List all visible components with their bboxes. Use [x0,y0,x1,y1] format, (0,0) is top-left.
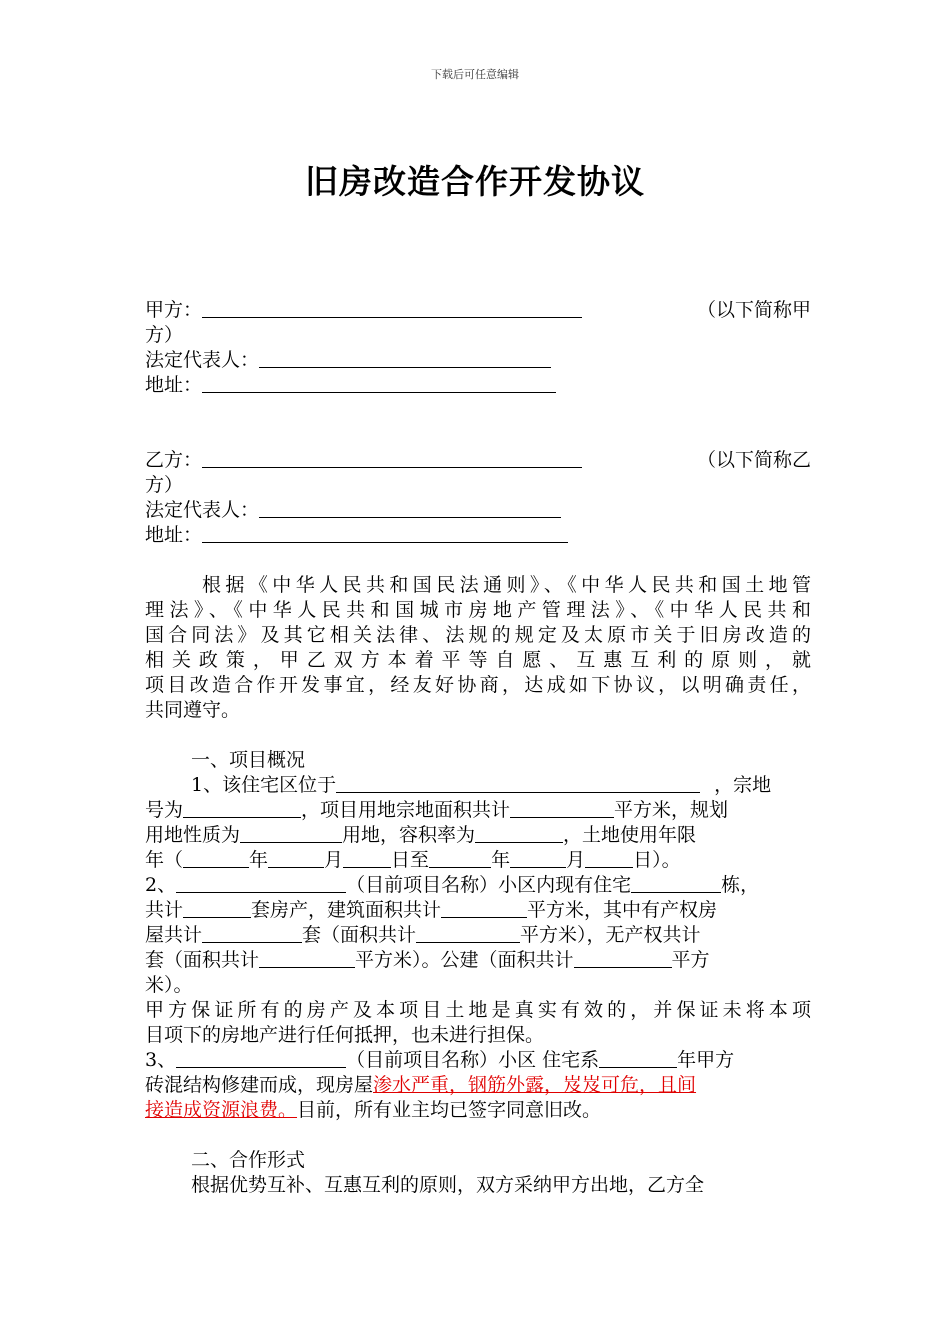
s1-i2-l2a: 共计 [145,899,184,921]
s1-item1-line3 [145,823,811,848]
party-a-rep-blank[interactable] [259,348,551,368]
s1-i1-l3a: 用地性质为 [145,824,241,846]
s1-start-day-blank[interactable] [343,848,391,868]
s1-i1-suffix: ，宗地 [714,774,772,796]
party-b-note-cont: 方） [145,474,184,496]
s1-i3-year-blank[interactable] [599,1048,677,1068]
s1-i2-l2c: 平方米，其中有产权房 [527,899,718,921]
preamble-line-1: 根据《中华人民共和国民法通则》、《中华人民共和国土地管 [202,574,811,596]
s1-i1-l3b: 用地，容积率为 [342,824,476,846]
party-b-rep-line [145,498,811,523]
party-a-note-cont: 方） [145,324,184,346]
preamble-line-3: 国合同法》及其它相关法律、法规的规定及太原市关于旧房改造的 [145,624,811,646]
s1-i1-l3c: ，土地使用年限 [563,824,697,846]
s1-guarantee-line2: 目项下的房地产进行任何抵押，也未进行担保。 [145,1024,545,1046]
s1-far-blank[interactable] [475,823,563,843]
s1-i1-l4b: 年 [249,849,269,871]
party-a-addr-blank[interactable] [202,373,556,393]
s1-i1-l2c: 平方米，规划 [614,799,729,821]
s1-end-day-blank[interactable] [585,848,633,868]
party-a-line [145,298,811,323]
s1-item3-line2 [145,1073,811,1098]
party-a-note: （以下简称甲 [696,299,811,321]
s1-item2-line4 [145,948,811,973]
s1-i2-l3a: 屋共计 [145,924,203,946]
s1-item1-line2 [145,798,811,823]
s1-lot-number-blank[interactable] [183,798,301,818]
s1-i2-l3c: 平方米），无产权共计 [520,924,701,946]
s1-land-use-blank[interactable] [240,823,342,843]
party-a-rep-line [145,348,811,373]
s1-i2-l4b: 平方米）。公建（面积共计 [355,949,574,971]
party-a-rep-label: 法定代表人： [145,349,260,371]
s1-start-month-blank[interactable] [268,848,324,868]
party-b-addr-line [145,523,811,548]
s1-i2-c: 栋， [721,874,760,896]
s1-i1-l4d: 日至 [391,849,430,871]
s1-i1-l2a: 号为 [145,799,184,821]
s1-i2-l2b: 套房产，建筑面积共计 [251,899,442,921]
s1-item2-line3 [145,923,811,948]
party-b-label: 乙方： [145,449,203,471]
s1-i2-l4a: 套（面积共计 [145,949,260,971]
document-body [145,298,811,1198]
s1-i2-project-name-blank[interactable] [176,873,346,893]
party-b-rep-label: 法定代表人： [145,499,260,521]
s1-guarantee-line1: 甲方保证所有的房产及本项目土地是真实有效的，并保证未将本项 [145,999,811,1021]
s1-i2-public-area-blank[interactable] [574,948,672,968]
s1-i1-l4c: 月 [324,849,344,871]
s1-i3-highlight-1: 渗水严重，钢筋外露，岌岌可危，且间 [373,1074,697,1096]
s1-i2-l3b: 套（面积共计 [302,924,417,946]
s1-i1-prefix: 1、该住宅区位于 [191,774,337,796]
s1-i2-l4c: 平方 [671,949,710,971]
s1-item3-line1 [145,1048,811,1073]
preamble-line-5: 项目改造合作开发事宜，经友好协商，达成如下协议，以明确责任， [145,674,811,696]
s1-item1-line1 [145,773,811,798]
party-a-addr-line [145,373,811,398]
s1-i3-b: （目前项目名称）小区 住宅系 [346,1049,600,1071]
section2-line1: 根据优势互补、互惠互利的原则，双方采纳甲方出地，乙方全 [191,1174,705,1196]
s1-location-blank[interactable] [336,773,700,793]
s1-i3-c: 年甲方 [677,1049,735,1071]
preamble-line-2: 理法》、《中华人民共和国城市房地产管理法》、《中华人民共和 [145,599,811,621]
s1-i1-l2b: ，项目用地宗地面积共计 [301,799,511,821]
party-b-line [145,448,811,473]
s1-i2-units-blank[interactable] [183,898,251,918]
s1-i2-titled-units-blank[interactable] [202,923,302,943]
party-a-label: 甲方： [145,299,203,321]
s1-item2-line5: 米）。 [145,974,193,996]
document-title: 旧房改造合作开发协议 [305,162,645,201]
s1-item2-line2 [145,898,811,923]
s1-i2-a: 2、 [145,874,177,896]
s1-end-month-blank[interactable] [510,848,566,868]
preamble-line-6: 共同遵守。 [145,699,241,721]
party-b-name-blank[interactable] [202,448,582,468]
s1-start-year-blank[interactable] [183,848,249,868]
s1-i3-l2a: 砖混结构修建而成，现房屋 [145,1074,374,1096]
s1-i2-floor-area-blank[interactable] [441,898,527,918]
s1-i2-b: （目前项目名称）小区内现有住宅 [346,874,632,896]
header-note: 下载后可任意编辑 [431,68,519,81]
s1-i3-l3b: 目前，所有业主均已签字同意旧改。 [297,1099,602,1121]
s1-i1-l4g: 日）。 [633,849,681,871]
party-a-addr-label: 地址： [145,374,203,396]
s1-i1-l4a: 年（ [145,849,184,871]
party-b-addr-label: 地址： [145,524,203,546]
s1-i2-buildings-blank[interactable] [631,873,721,893]
s1-i3-highlight-2: 接造成资源浪费。 [145,1099,298,1121]
s1-item2-line1 [145,873,811,898]
s1-land-area-blank[interactable] [510,798,614,818]
party-b-note: （以下简称乙 [696,449,811,471]
party-b-addr-blank[interactable] [202,523,568,543]
preamble-line-4: 相关政策，甲乙双方本着平等自愿、互惠互利的原则，就 [145,649,811,671]
section1-heading: 一、项目概况 [191,749,306,771]
s1-item1-line4 [145,848,811,873]
s1-i2-titled-area-blank[interactable] [416,923,520,943]
party-a-name-blank[interactable] [202,298,582,318]
s1-item3-line3 [145,1098,811,1123]
s1-i1-l4f: 月 [566,849,586,871]
s1-i3-project-name-blank[interactable] [176,1048,346,1068]
s1-i2-untitled-area-blank[interactable] [259,948,355,968]
s1-i3-a: 3、 [145,1049,177,1071]
party-b-rep-blank[interactable] [259,498,561,518]
section2-heading: 二、合作形式 [191,1149,306,1171]
s1-end-year-blank[interactable] [429,848,491,868]
s1-i1-l4e: 年 [491,849,511,871]
